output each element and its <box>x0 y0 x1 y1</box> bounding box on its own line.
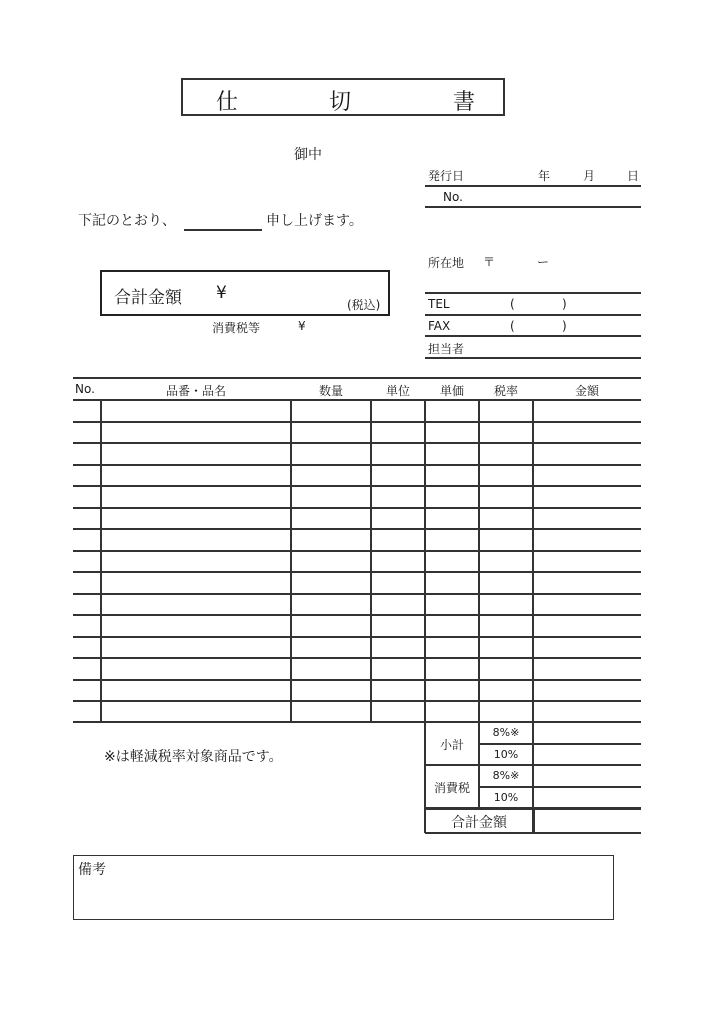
tax-included-note: (税込) <box>347 298 381 312</box>
table-row[interactable] <box>73 658 641 678</box>
table-row[interactable] <box>73 422 641 442</box>
subtotal-label: 小計 <box>439 738 464 752</box>
table-row[interactable] <box>73 551 641 571</box>
tel-paren-open: ( <box>510 297 515 311</box>
tax-rate-reduced: 8%※ <box>492 769 520 782</box>
tel-label: TEL <box>428 297 450 311</box>
table-row[interactable] <box>73 486 641 506</box>
total-amount-box <box>100 270 390 316</box>
tel-paren-close: ) <box>562 297 567 311</box>
divider <box>425 206 641 208</box>
table-top-border <box>73 377 641 379</box>
day-label: 日 <box>627 169 640 183</box>
consumption-tax-label: 消費税等 <box>212 321 261 335</box>
table-row[interactable] <box>73 572 641 592</box>
address-label: 所在地 <box>428 256 465 270</box>
tax-reduced-value[interactable] <box>534 766 641 786</box>
number-label: No. <box>443 190 463 204</box>
grand-total-value[interactable] <box>535 810 641 832</box>
subtotal-rate-reduced: 8%※ <box>492 726 520 739</box>
remarks-label: 備考 <box>78 862 106 878</box>
subtotal-rate-standard: 10% <box>493 748 519 761</box>
table-row[interactable] <box>73 443 641 463</box>
tax-rate-standard: 10% <box>493 791 519 804</box>
greeting-after: 申し上げます。 <box>266 213 363 229</box>
divider <box>425 314 641 316</box>
divider <box>425 185 641 187</box>
greeting-before: 下記のとおり、 <box>78 213 176 229</box>
month-label: 月 <box>583 169 596 183</box>
subtotal-reduced-value[interactable] <box>534 723 641 743</box>
recipient-suffix: 御中 <box>294 147 322 163</box>
postal-mark: 〒 <box>483 255 496 269</box>
header-unit: 単位 <box>385 384 410 398</box>
grand-total-label: 合計金額 <box>451 815 507 831</box>
tax-label: 消費税 <box>433 781 470 795</box>
blank-underline[interactable] <box>184 229 262 231</box>
table-row[interactable] <box>73 701 641 721</box>
header-item-name: 品番・品名 <box>165 384 226 398</box>
total-currency: ¥ <box>216 283 227 303</box>
header-unit-price: 単価 <box>439 384 464 398</box>
postal-dash: ー <box>537 255 550 269</box>
document-title-box <box>181 78 505 116</box>
tax-standard-value[interactable] <box>534 788 641 808</box>
table-row[interactable] <box>73 680 641 700</box>
fax-paren-close: ) <box>562 319 567 333</box>
title-char-2: 切 <box>329 90 352 115</box>
header-no: No. <box>75 382 95 396</box>
table-row[interactable] <box>73 594 641 614</box>
total-label: 合計金額 <box>114 288 182 308</box>
fax-paren-open: ( <box>510 319 515 333</box>
table-row[interactable] <box>73 465 641 485</box>
table-row[interactable] <box>73 615 641 635</box>
table-row[interactable] <box>73 529 641 549</box>
person-label: 担当者 <box>428 342 465 356</box>
divider <box>425 357 641 359</box>
title-char-1: 仕 <box>216 90 239 115</box>
consumption-tax-currency: ¥ <box>298 319 306 333</box>
fax-label: FAX <box>428 319 451 333</box>
table-row[interactable] <box>73 400 641 420</box>
table-row[interactable] <box>73 508 641 528</box>
reduced-tax-note: ※は軽減税率対象商品です。 <box>104 749 283 765</box>
issue-date-label: 発行日 <box>428 169 465 183</box>
title-char-3: 書 <box>453 90 476 115</box>
divider <box>425 292 641 294</box>
year-label: 年 <box>538 169 551 183</box>
divider <box>425 335 641 337</box>
subtotal-standard-value[interactable] <box>534 745 641 765</box>
header-quantity: 数量 <box>318 384 343 398</box>
header-amount: 金額 <box>574 384 599 398</box>
table-row[interactable] <box>73 637 641 657</box>
header-tax-rate: 税率 <box>493 384 518 398</box>
remarks-box[interactable] <box>73 855 614 920</box>
